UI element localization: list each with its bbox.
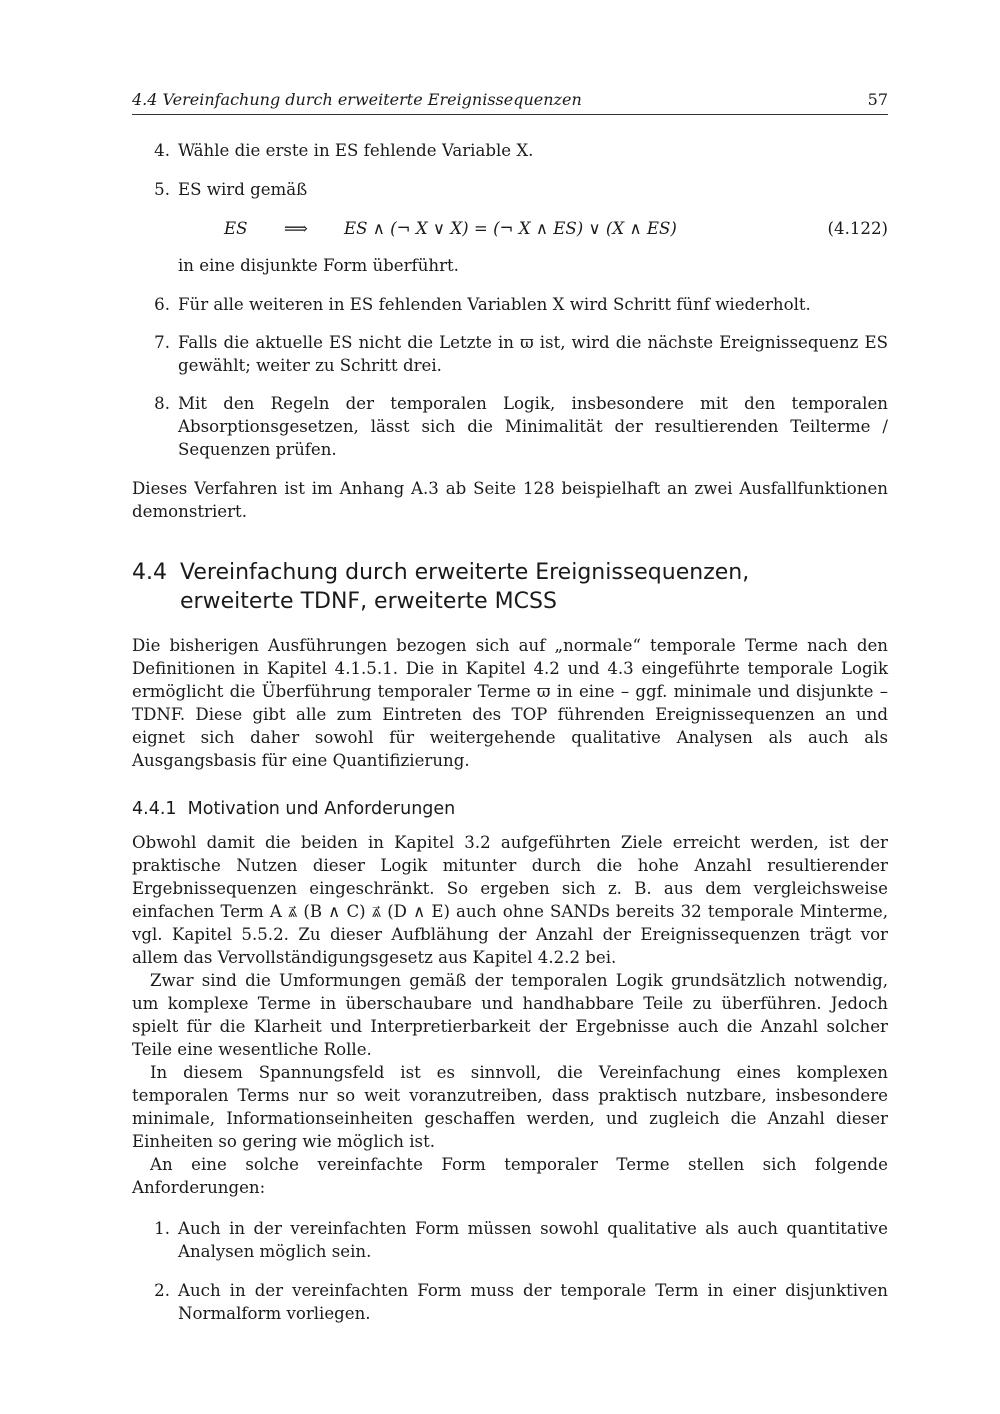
step5-continuation: in eine disjunkte Form überführt.: [178, 256, 459, 275]
requirements-list: [132, 1217, 888, 1325]
body-paragraph: In diesem Spannungsfeld ist es sinnvoll, die Vereinfachung eines komplexen temporalen Terms nur so weit voranzutreiben, dass praktisch nutzbare, insbesondere minimale, Informationseinheiten geschaffen werden, und zugleich die Anzahl dieser Einheiten so gering wie möglich ist.: [132, 1063, 888, 1151]
section-heading: 4.4 Vereinfachung durch erweiterte Ereignissequenzen, erweiterte TDNF, erweiterte MCSS: [132, 560, 750, 614]
page-content: [132, 88, 888, 1325]
page-number: 57: [867, 90, 888, 109]
list-item: 8. Mit den Regeln der temporalen Logik, insbesondere mit den temporalen Absorptionsgesetzen, lässt sich die Minimalität der resultierenden Teilterme / Sequenzen prüfen.: [154, 394, 888, 459]
body-paragraph: An eine solche vereinfachte Form temporaler Terme stellen sich folgende Anforderungen:: [132, 1155, 888, 1197]
equation-number: (4.122): [827, 219, 888, 238]
procedure-steps-bottom: [132, 293, 888, 461]
header-title: 4.4 Vereinfachung durch erweiterte Ereignissequenzen: [132, 90, 582, 109]
procedure-steps-top: [132, 139, 888, 201]
list-item: 2. Auch in der vereinfachten Form muss der temporale Term in einer disjunktiven Normalform vorliegen.: [154, 1281, 888, 1323]
list-item: 4. Wähle die erste in ES fehlende Variable X.: [154, 141, 534, 160]
subsection-heading: 4.4.1 Motivation und Anforderungen: [132, 799, 456, 819]
running-header: [132, 88, 888, 115]
equation-4-122: ES ⟹ ES ∧ (¬ X ∨ X) = (¬ X ∧ ES) ∨ (X ∧ ES) (4.122): [224, 219, 888, 238]
list-item: 5. ES wird gemäß: [154, 180, 308, 199]
list-item: 7. Falls die aktuelle ES nicht die Letzte in ϖ ist, wird die nächste Ereignissequenz ES gewählt; weiter zu Schritt drei.: [154, 333, 888, 375]
procedure-note: Dieses Verfahren ist im Anhang A.3 ab Seite 128 beispielhaft an zwei Ausfallfunktionen demonstriert.: [132, 479, 888, 521]
section-intro: Die bisherigen Ausführungen bezogen sich auf „normale“ temporale Terme nach den Definitionen in Kapitel 4.1.5.1. Die in Kapitel 4.2 und 4.3 eingeführte temporale Logik ermöglicht die Überführung temporaler Terme ϖ in eine – ggf. minimale und disjunkte – TDNF. Diese gibt alle zum Eintreten des TOP führenden Ereignissequenzen an und eignet sich daher sowohl für weitergehende qualitative Analysen als auch als Ausgangsbasis für eine Quantifizierung.: [132, 636, 888, 770]
body-paragraph: Obwohl damit die beiden in Kapitel 3.2 aufgeführten Ziele erreicht werden, ist der praktische Nutzen dieser Logik mitunter durch die hohe Anzahl resultierender Ergebnissequenzen eingeschränkt. So ergeben sich z. B. aus dem vergleichsweise einfachen Term A ⩓⃗ (B ∧ C) ⩓⃗ (D ∧ E) auch ohne SANDs bereits 32 temporale Minterme, vgl. Kapitel 5.5.2. Zu dieser Aufblähung der Anzahl der Ereignissequenzen trägt vor allem das Vervollständigungsgesetz aus Kapitel 4.2.2 bei.: [132, 833, 888, 967]
body-paragraph: Zwar sind die Umformungen gemäß der temporalen Logik grundsätzlich notwendig, um komplexe Terme in überschaubare und handhabbare Teile zu überführen. Jedoch spielt für die Klarheit und Interpretierbarkeit der Ergebnisse auch die Anzahl solcher Teile eine wesentliche Rolle.: [132, 971, 888, 1059]
list-item: 6. Für alle weiteren in ES fehlenden Variablen X wird Schritt fünf wiederholt.: [154, 295, 811, 314]
list-item: 1. Auch in der vereinfachten Form müssen sowohl qualitative als auch quantitative Analysen möglich sein.: [154, 1219, 888, 1261]
